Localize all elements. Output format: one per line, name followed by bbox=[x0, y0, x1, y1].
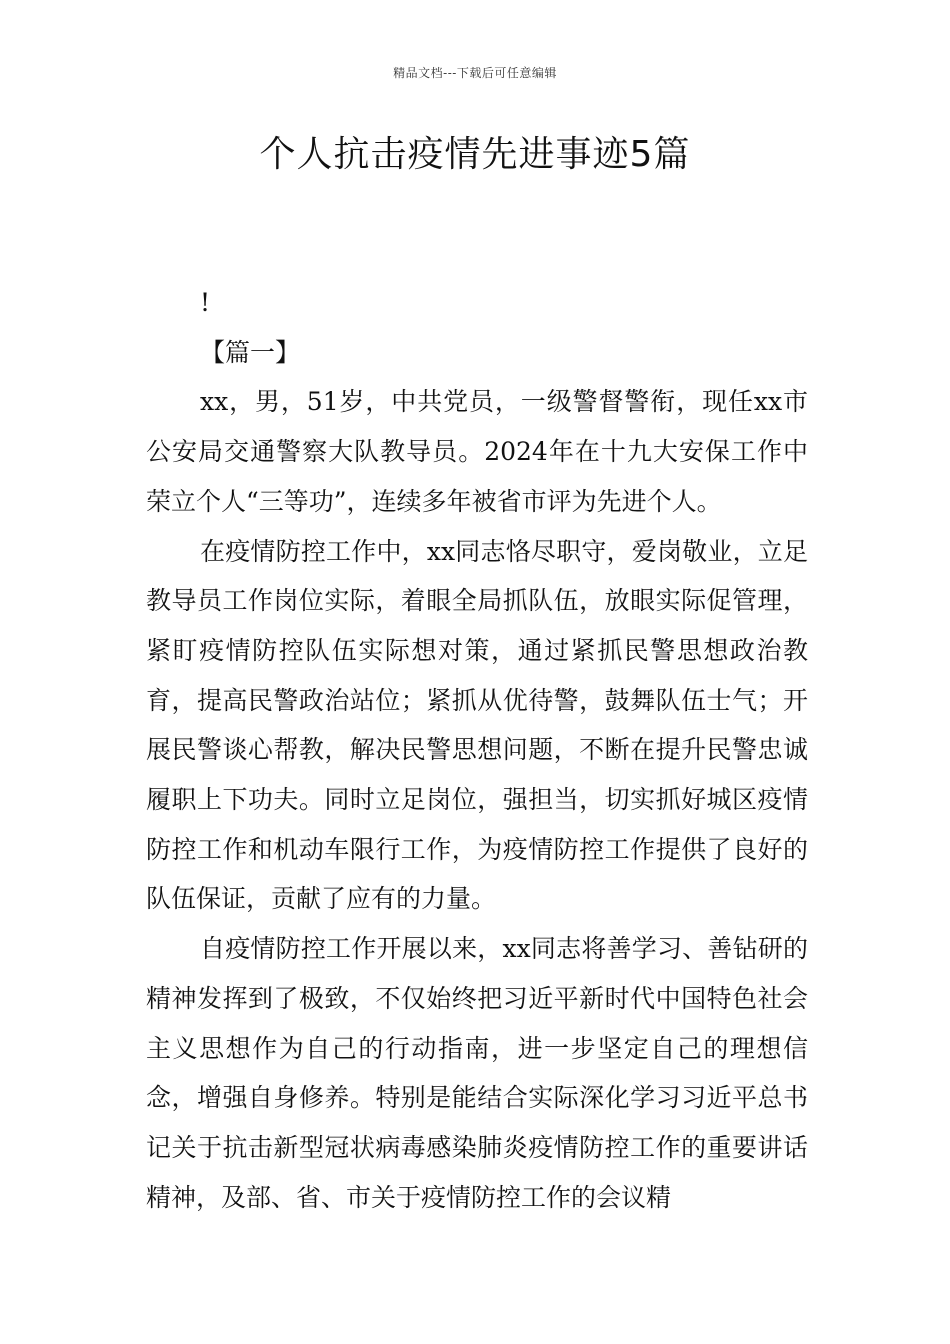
paragraph-1: xx，男，51岁，中共党员，一级警督警衔，现任xx市公安局交通警察大队教导员。2024年在十九大安保工作中荣立个人“三等功”，连续多年被省市评为先进个人。 bbox=[146, 387, 808, 516]
document-title: 个人抗击疫情先进事迹5篇 bbox=[259, 134, 691, 175]
exclamation-mark: ! bbox=[200, 288, 211, 317]
paragraph-3: 自疫情防控工作开展以来，xx同志将善学习、善钻研的精神发挥到了极致，不仅始终把习近平新时代中国特色社会主义思想作为自己的行动指南，进一步坚定自己的理想信念，增强自身修养。特别是能结合实际深化学习习近平总书记关于抗击新型冠状病毒感染肺炎疫情防控工作的重要讲话精神，及部、省、市关于疫情防控工作的会议精 bbox=[146, 934, 808, 1212]
header-note: 精品文档---下载后可任意编辑 bbox=[393, 66, 557, 80]
paragraph-2: 在疫情防控工作中，xx同志恪尽职守，爱岗敬业，立足教导员工作岗位实际，着眼全局抓队伍，放眼实际促管理，紧盯疫情防控队伍实际想对策，通过紧抓民警思想政治教育，提高民警政治站位；紧抓从优待警，鼓舞队伍士气；开展民警谈心帮教，解决民警思想问题，不断在提升民警忠诚履职上下功夫。同时立足岗位，强担当，切实抓好城区疫情防控工作和机动车限行工作，为疫情防控工作提供了良好的队伍保证，贡献了应有的力量。 bbox=[146, 536, 808, 914]
document-body bbox=[146, 278, 808, 1222]
section-label: 【篇一】 bbox=[200, 337, 301, 367]
